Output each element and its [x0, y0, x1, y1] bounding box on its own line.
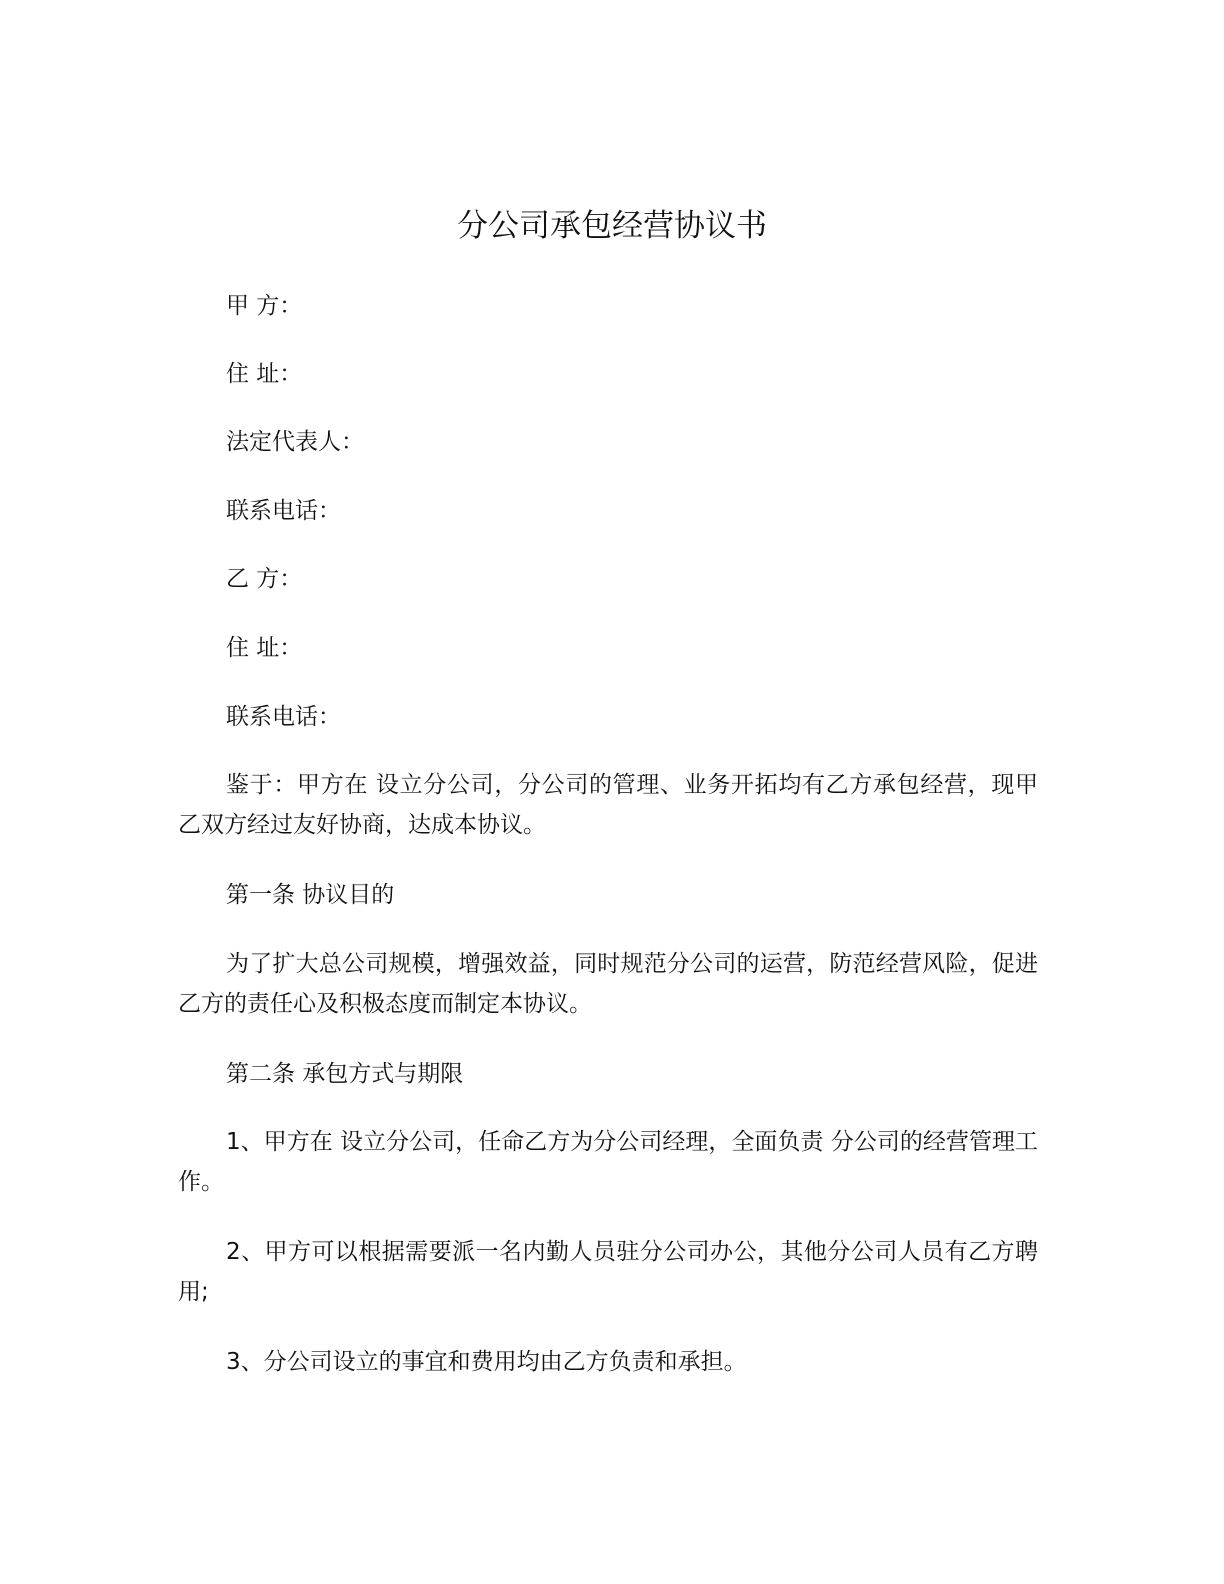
article-1-heading: 第一条 协议目的 — [226, 882, 395, 908]
article-2-item-3: 3、分公司设立的事宜和费用均由乙方负责和承担。 — [226, 1349, 747, 1375]
article-1-text: 为了扩大总公司规模，增强效益，同时规范分公司的运营，防范经营风险，促进乙方的责任心及积极态度而制定本协议。 — [178, 951, 1038, 1017]
article-2-item-1: 1、甲方在 设立分公司，任命乙方为分公司经理，全面负责 分公司的经营管理工作。 — [178, 1129, 1038, 1195]
document-title: 分公司承包经营协议书 — [457, 208, 767, 244]
article-2-item-2: 2、甲方可以根据需要派一名内勤人员驻分公司办公，其他分公司人员有乙方聘用; — [178, 1239, 1038, 1305]
party-a-name-label: 甲 方： — [226, 293, 303, 319]
party-a-address-label: 住 址： — [226, 361, 303, 387]
party-b-name-label: 乙 方： — [226, 566, 303, 592]
preamble-paragraph: 鉴于：甲方在 设立分公司，分公司的管理、业务开拓均有乙方承包经营，现甲乙双方经过友好协商，达成本协议。 — [178, 772, 1038, 838]
party-a-phone-label: 联系电话： — [226, 498, 341, 524]
party-b-address-label: 住 址： — [226, 635, 303, 661]
party-a-legal-rep-label: 法定代表人： — [226, 429, 364, 455]
party-b-phone-label: 联系电话： — [226, 704, 341, 730]
article-2-heading: 第二条 承包方式与期限 — [226, 1061, 464, 1087]
